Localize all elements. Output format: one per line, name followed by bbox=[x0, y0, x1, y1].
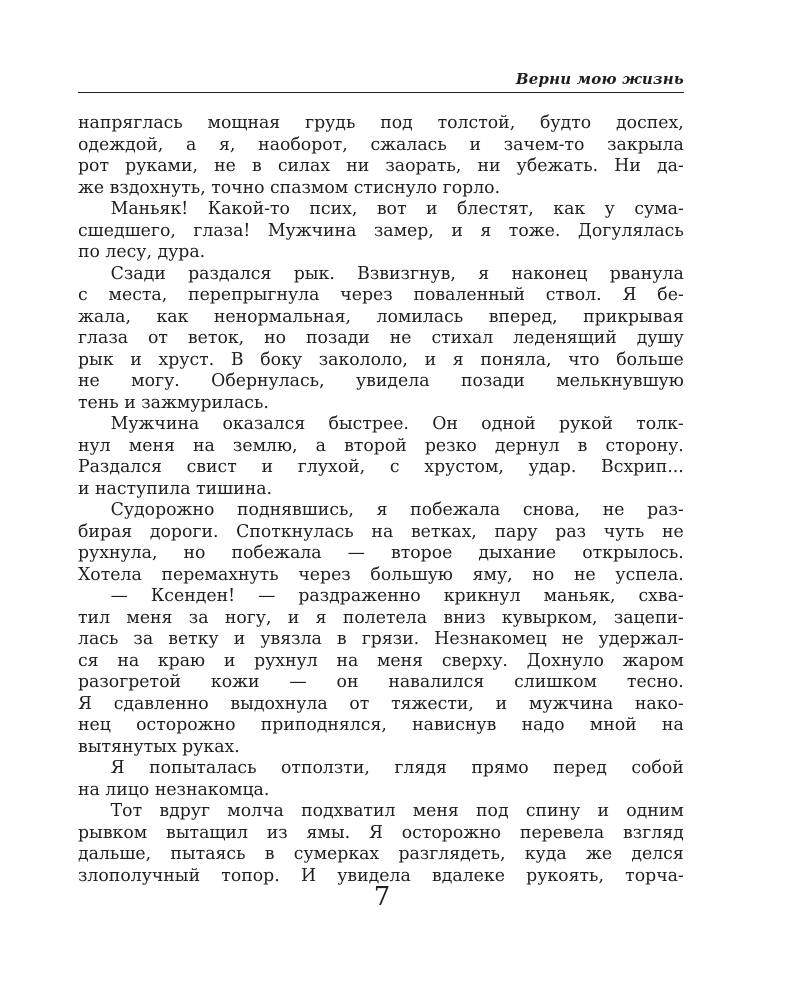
running-title: Верни мою жизнь bbox=[515, 70, 684, 88]
text-line: сшедшего, глаза! Мужчина замер, и я тоже. Догулялась bbox=[78, 219, 684, 241]
text-line: Хотела перемахнуть через большую яму, но не успела. bbox=[78, 563, 684, 585]
text-line: Мужчина оказался быстрее. Он одной рукой толк- bbox=[110, 413, 684, 434]
text-line: не могу. Обернулась, увидела позади мелькнувшую bbox=[78, 370, 684, 391]
text-line: лась за ветку и увязла в грязи. Незнакомец не удержал- bbox=[78, 628, 684, 649]
text-line: же вздохнуть, точно спазмом стиснуло горло. bbox=[78, 176, 501, 198]
text-line: рывком вытащил из ямы. Я осторожно перевела взгляд bbox=[78, 821, 684, 843]
text-line: ся на краю и рухнул на меня сверху. Дохнуло жаром bbox=[78, 649, 684, 671]
body-text bbox=[78, 112, 684, 886]
text-line: дальше, пытаясь в сумерках разглядеть, куда же делся bbox=[78, 843, 684, 864]
text-line: с места, перепрыгнула через поваленный ствол. Я бе- bbox=[78, 284, 684, 305]
text-line: Я сдавленно выдохнула от тяжести, и мужчина нако- bbox=[78, 692, 684, 714]
text-line: рот руками, не в силах ни заорать, ни убежать. Ни да- bbox=[78, 155, 684, 176]
text-line: тень и зажмурилась. bbox=[78, 391, 269, 413]
text-line: по лесу, дура. bbox=[78, 241, 206, 262]
text-line: — Ксенден! — раздраженно крикнул маньяк, схва- bbox=[110, 585, 684, 606]
text-line: рык и хруст. В боку закололо, и я поняла, что больше bbox=[78, 348, 684, 370]
page-number: 7 bbox=[373, 882, 391, 912]
text-line: и наступила тишина. bbox=[78, 477, 273, 499]
text-line: глаза от веток, но позади не стихал леденящий душу bbox=[78, 327, 684, 348]
text-line: злополучный топор. И увидела вдалеке рукоять, торча- bbox=[78, 864, 684, 886]
text-line: Маньяк! Какой-то псих, вот и блестят, как у сума- bbox=[110, 198, 684, 219]
text-line: Тот вдруг молча подхватил меня под спину и одним bbox=[110, 800, 684, 821]
text-line: разогретой кожи — он навалился слишком тесно. bbox=[78, 671, 684, 692]
text-line: Раздался свист и глухой, с хрустом, удар. Всхрип... bbox=[78, 456, 684, 477]
text-line: Я попыталась отползти, глядя прямо перед собой bbox=[110, 757, 684, 778]
text-line: нец осторожно приподнялся, нависнув надо мной на bbox=[78, 714, 684, 735]
text-line: бирая дороги. Споткнулась на ветках, пару раз чуть не bbox=[78, 520, 684, 542]
text-line: тил меня за ногу, и я полетела вниз кувырком, зацепи- bbox=[78, 606, 684, 628]
text-line: нул меня на землю, а второй резко дернул в сторону. bbox=[78, 434, 684, 456]
text-line: рухнула, но побежала — второе дыхание открылось. bbox=[78, 542, 684, 563]
text-line: напряглась мощная грудь под толстой, будто доспех, bbox=[78, 112, 684, 133]
text-line: Судорожно поднявшись, я побежала снова, не раз- bbox=[110, 499, 684, 520]
text-line: жала, как ненормальная, ломилась вперед, прикрывая bbox=[78, 305, 684, 327]
text-line: Сзади раздался рык. Взвизгнув, я наконец рванула bbox=[110, 262, 684, 284]
text-line: на лицо незнакомца. bbox=[78, 778, 270, 800]
running-header bbox=[78, 68, 684, 93]
text-line: вытянутых руках. bbox=[78, 735, 240, 757]
text-line: одеждой, а я, наоборот, сжалась и зачем-то закрыла bbox=[78, 133, 684, 155]
